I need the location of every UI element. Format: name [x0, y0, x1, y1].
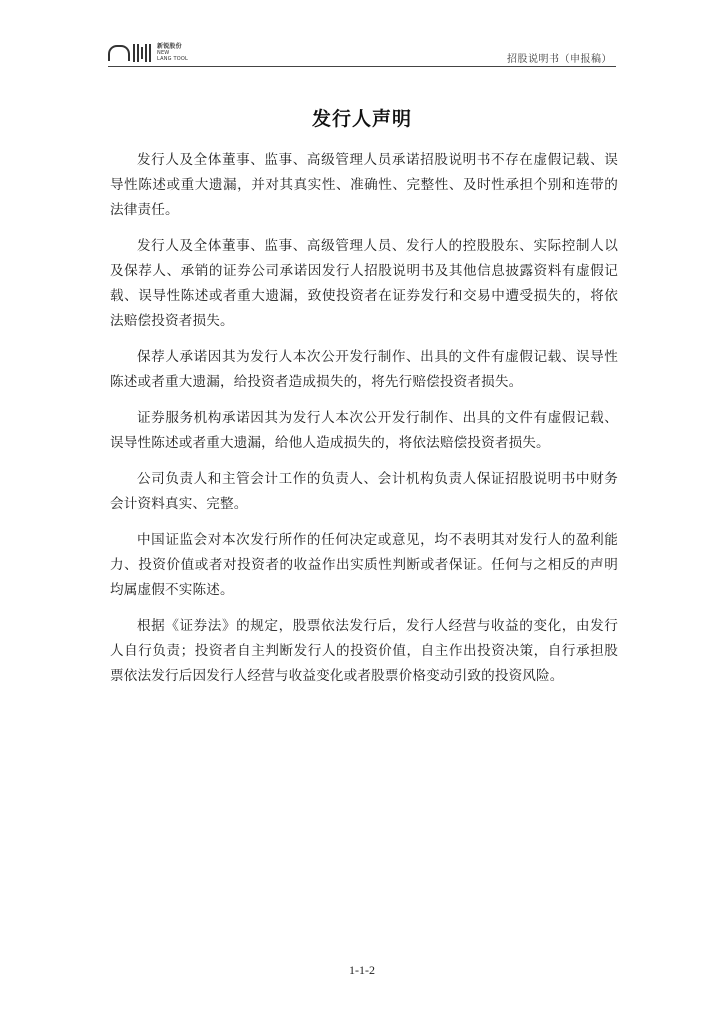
statement-body: [110, 148, 618, 700]
paragraph: 发行人及全体董事、监事、高级管理人员、发行人的控股股东、实际控制人以及保荐人、承销的证券公司承诺因发行人招股说明书及其他信息披露资料有虚假记载、误导性陈述或者重大遗漏，致使投资者在证券发行和交易中遭受损失的，将依法赔偿投资者损失。: [110, 238, 618, 329]
page-number: 1-1-2: [349, 963, 375, 977]
page-header: [108, 40, 616, 66]
company-logo: [108, 42, 188, 64]
paragraph: 证券服务机构承诺因其为发行人本次公开发行制作、出具的文件有虚假记载、误导性陈述或者重大遗漏，给他人造成损失的，将依法赔偿投资者损失。: [110, 410, 618, 451]
paragraph: 发行人及全体董事、监事、高级管理人员承诺招股说明书不存在虚假记载、误导性陈述或重大遗漏，并对其真实性、准确性、完整性、及时性承担个别和连带的法律责任。: [110, 152, 618, 218]
logo-text: [157, 44, 188, 62]
paragraph: 保荐人承诺因其为发行人本次公开发行制作、出具的文件有虚假记载、误导性陈述或者重大遗漏，给投资者造成损失的，将先行赔偿投资者损失。: [110, 349, 618, 390]
logo-cn-text: 新锐股份: [157, 43, 182, 50]
document-title: 招股说明书（申报稿）: [507, 54, 612, 65]
logo-en-line2: LANG TOOL: [157, 56, 189, 62]
page-title: 发行人声明: [311, 108, 412, 130]
logo-en-line1: NEW: [157, 50, 170, 56]
paragraph: 公司负责人和主管会计工作的负责人、会计机构负责人保证招股说明书中财务会计资料真实、完整。: [110, 471, 618, 512]
header-divider: [108, 66, 616, 67]
logo-mark-icon: [108, 43, 153, 63]
paragraph: 根据《证券法》的规定，股票依法发行后，发行人经营与收益的变化，由发行人自行负责；投资者自主判断发行人的投资价值，自主作出投资决策，自行承担股票依法发行后因发行人经营与收益变化或者股票价格变动引致的投资风险。: [110, 618, 618, 684]
paragraph: 中国证监会对本次发行所作的任何决定或意见，均不表明其对发行人的盈利能力、投资价值或者对投资者的收益作出实质性判断或者保证。任何与之相反的声明均属虚假不实陈述。: [110, 532, 618, 598]
